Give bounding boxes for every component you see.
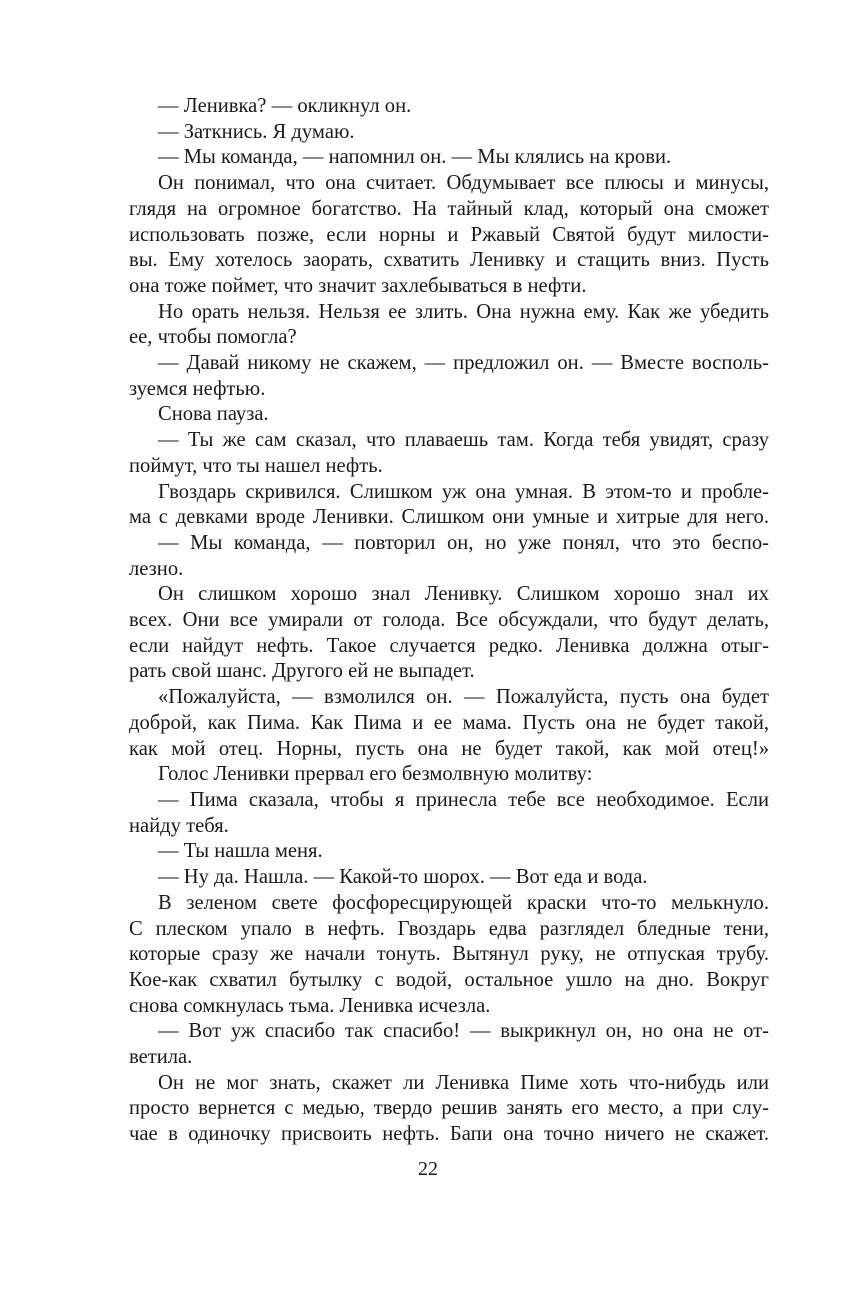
text-line: Он слишком хорошо знал Ленивку. Слишком хорошо знал их (158, 583, 769, 606)
text-line: найду тебя. (129, 814, 229, 837)
page-number: 22 (418, 1158, 438, 1180)
text-line: Кое-как схватил бутылку с водой, остальное ушло на дно. Вокруг (129, 968, 769, 991)
text-line: ветила. (129, 1046, 193, 1069)
text-line: — Ты же сам сказал, что плаваешь там. Когда тебя увидят, сразу (158, 429, 769, 452)
text-line: Но орать нельзя. Нельзя ее злить. Она нужна ему. Как же убедить (158, 300, 769, 323)
text-line: — Заткнись. Я думаю. (158, 120, 355, 143)
body-text (129, 94, 769, 1148)
text-line: лезно. (129, 557, 184, 580)
text-line: глядя на огромное богатство. На тайный клад, который она сможет (129, 197, 769, 220)
text-line: — Мы команда, — повторил он, но уже понял, что это беспо- (158, 531, 769, 554)
text-line: — Ну да. Нашла. — Какой-то шорох. — Вот еда и вода. (158, 866, 648, 889)
text-line: чае в одиночку присвоить нефть. Бапи она точно ничего не скажет. (129, 1123, 769, 1146)
text-line: — Ты нашла меня. (158, 840, 323, 863)
text-line: — Вот уж спасибо так спасибо! — выкрикнул он, но она не от- (158, 1020, 769, 1043)
text-line: — Давай никому не скажем, — предложил он. — Вместе восполь- (158, 352, 769, 375)
text-line: Голос Ленивки прервал его безмолвную молитву: (158, 763, 593, 786)
text-line: «Пожалуйста, — взмолился он. — Пожалуйста, пусть она будет (158, 686, 769, 709)
text-line: Снова пауза. (158, 403, 269, 426)
text-line: Гвоздарь скривился. Слишком уж она умная. В этом-то и пробле- (158, 480, 769, 503)
text-line: ма с девками вроде Ленивки. Слишком они умные и хитрые для него. (129, 506, 769, 529)
text-line: просто вернется с медью, твердо решив занять его место, а при слу- (129, 1097, 769, 1120)
text-line: вы. Ему хотелось заорать, схватить Ленивку и стащить вниз. Пусть (129, 249, 769, 272)
text-line: рать свой шанс. Другого ей не выпадет. (129, 660, 475, 683)
text-line: ее, чтобы помогла? (129, 326, 297, 349)
text-line: снова сомкнулась тьма. Ленивка исчезла. (129, 994, 491, 1017)
text-line: Он понимал, что она считает. Обдумывает все плюсы и минусы, (158, 172, 769, 195)
text-line: В зеленом свете фосфоресцирующей краски что-то мелькнуло. (158, 891, 769, 914)
text-line: если найдут нефть. Такое случается редко. Ленивка должна отыг- (129, 634, 769, 657)
text-line: всех. Они все умирали от голода. Все обсуждали, что будут делать, (129, 609, 769, 632)
text-line: С плеском упало в нефть. Гвоздарь едва разглядел бледные тени, (129, 917, 769, 940)
text-line: — Мы команда, — напомнил он. — Мы клялись на крови. (158, 146, 672, 169)
text-line: зуемся нефтью. (129, 377, 266, 400)
text-line: — Пима сказала, чтобы я принесла тебе все необходимое. Если (158, 788, 769, 811)
text-line: поймут, что ты нашел нефть. (129, 454, 383, 477)
text-line: — Ленивка? — окликнул он. (158, 95, 412, 117)
text-line: как мой отец. Норны, пусть она не будет такой, как мой отец!» (129, 737, 769, 760)
text-line: она тоже поймет, что значит захлебываться в нефти. (129, 274, 587, 297)
text-line: использовать позже, если норны и Ржавый Святой будут милости- (129, 223, 769, 246)
text-line: которые сразу же начали тонуть. Вытянул руку, не отпуская трубу. (129, 943, 769, 966)
text-line: Он не мог знать, скажет ли Ленивка Пиме хоть что-нибудь или (158, 1071, 769, 1094)
text-line: доброй, как Пима. Как Пима и ее мама. Пусть она не будет такой, (129, 711, 769, 734)
